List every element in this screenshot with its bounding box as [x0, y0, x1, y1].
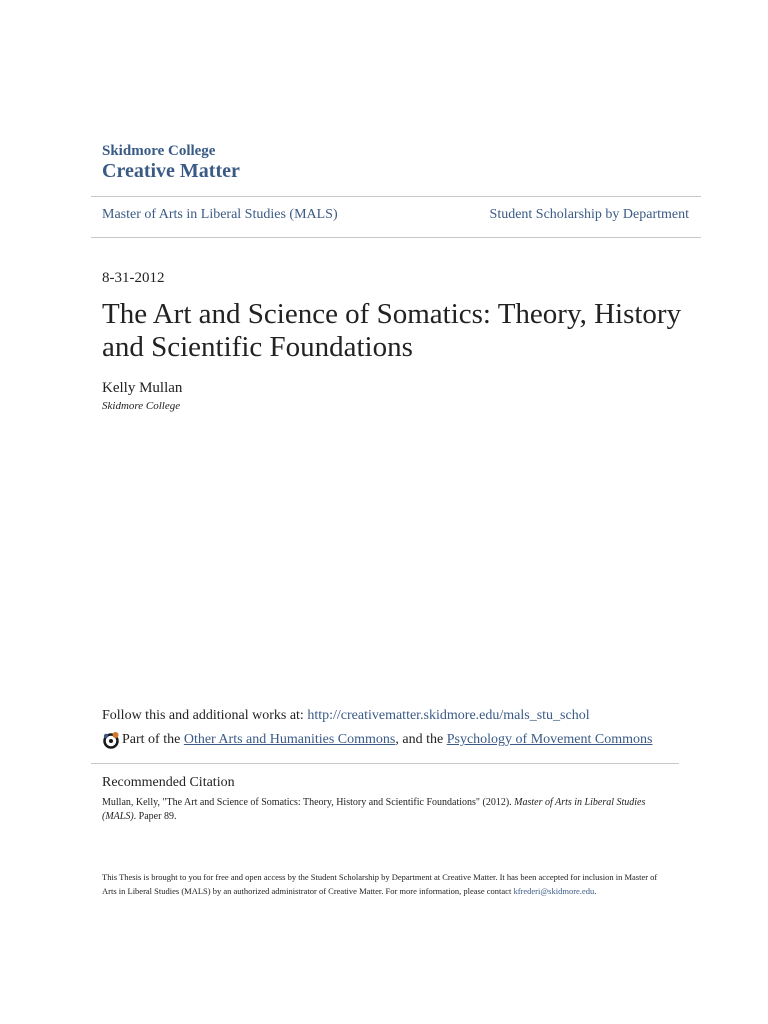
citation-series: Master of Arts in Liberal Studies (MALS) [102, 797, 646, 822]
follow-prefix: Follow this and additional works at: [102, 708, 308, 723]
other-arts-commons-link[interactable]: Other Arts and Humanities Commons [183, 732, 396, 747]
contact-email-link[interactable]: kfrederi@skidmore.edu [513, 885, 595, 896]
department-link[interactable]: Student Scholarship by Department [489, 207, 689, 222]
top-divider [91, 196, 701, 197]
author-name: Kelly Mullan [102, 380, 183, 396]
citation-heading: Recommended Citation [102, 775, 235, 790]
citation-start: Mullan, Kelly, "The Art and Science of Somatics: Theory, History and Scientific Foundations" (2012). [102, 797, 515, 808]
repository-name[interactable]: Creative Matter [102, 160, 240, 182]
access-notice [102, 871, 668, 898]
access-notice-end: . [594, 885, 597, 896]
nav-divider [91, 237, 701, 238]
access-notice-text: This Thesis is brought to you for free and open access by the Student Scholarship by Department at Creative Matter. It has been accepted for inclusion in Master of Arts in Liberal Studies (MALS) by an authorized administrator of Creative Matter. For more information, please contact [102, 872, 658, 896]
publication-date: 8-31-2012 [102, 270, 165, 286]
part-of-line [102, 731, 652, 749]
citation-divider [91, 763, 679, 764]
collection-link[interactable]: Master of Arts in Liberal Studies (MALS) [102, 207, 338, 222]
commons-network-icon [102, 731, 120, 749]
paper-title: The Art and Science of Somatics: Theory, History and Scientific Foundations [102, 298, 682, 363]
part-of-prefix: Part of the [122, 732, 181, 747]
citation-text [102, 796, 668, 824]
citation-end: . Paper 89. [133, 811, 177, 822]
psychology-movement-commons-link[interactable]: Psychology of Movement Commons [446, 732, 653, 747]
repository-url-link[interactable]: http://creativematter.skidmore.edu/mals_stu_schol [307, 708, 590, 723]
follow-line [102, 708, 590, 724]
author-affiliation: Skidmore College [102, 400, 181, 412]
institution-name: Skidmore College [102, 143, 216, 159]
part-of-middle: , and the [395, 732, 447, 747]
